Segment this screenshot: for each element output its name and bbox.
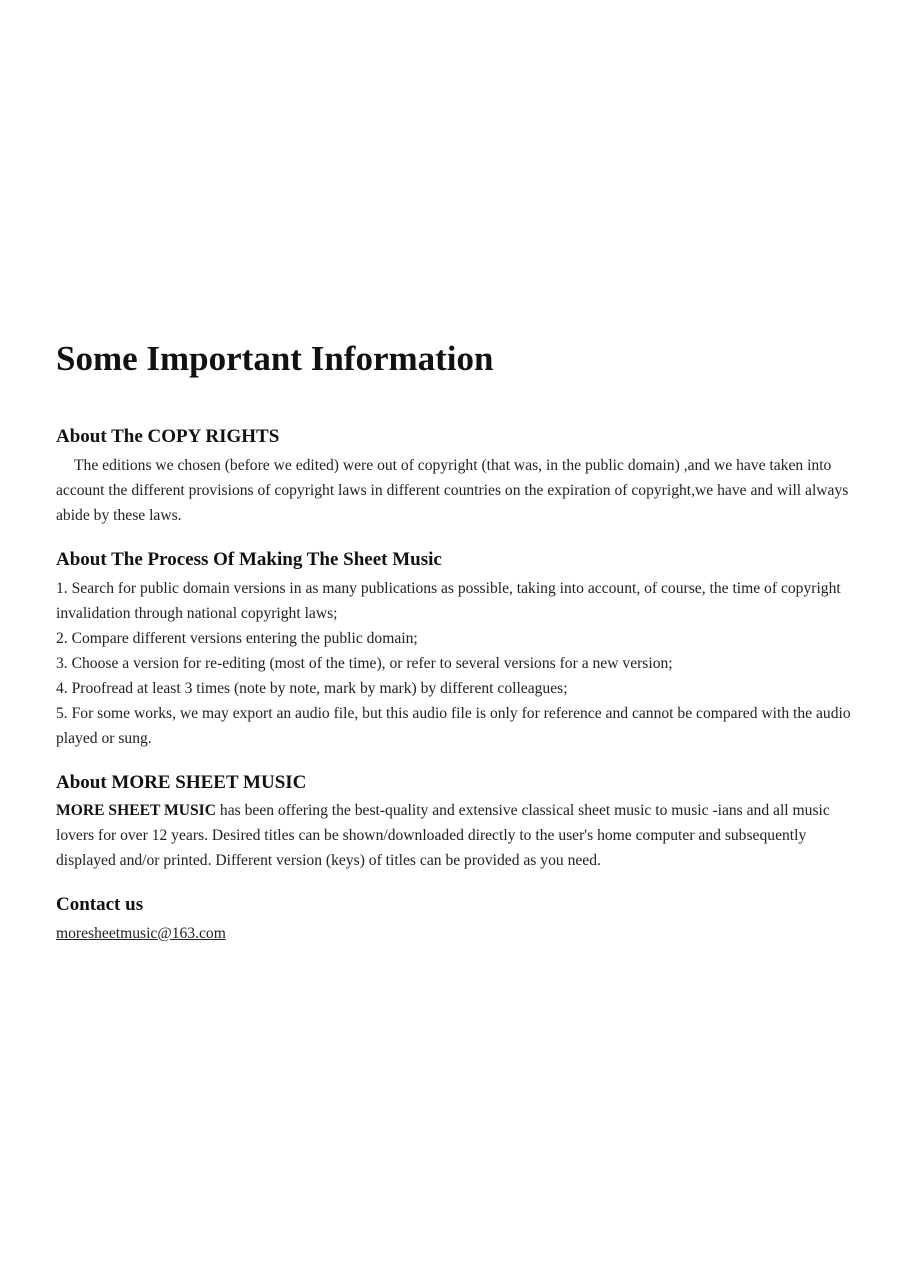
about-body-text: has been offering the best-quality and extensive classical sheet music to music -ians and all music lovers for over 12 years. Desired titles can be shown/downloaded directly to the user's home computer and subsequently displayed and/or printed. Different version (keys) of titles can be provided as you need. — [56, 802, 830, 870]
about-brand: MORE SHEET MUSIC — [56, 802, 217, 820]
about-heading: About MORE SHEET MUSIC — [56, 771, 307, 793]
process-step-2: 2. Compare different versions entering the public domain; — [56, 629, 418, 647]
about-body — [56, 798, 856, 873]
copyright-section — [56, 425, 856, 528]
copyright-body: The editions we chosen (before we edited) were out of copyright (that was, in the public domain) ,and we have taken into account the different provisions of copyright laws in different countries on the expiration of copyright,we have and will always abide by these laws. — [56, 456, 849, 524]
process-section — [56, 548, 856, 751]
process-step-5: 5. For some works, we may export an audio file, but this audio file is only for reference and cannot be compared with the audio played or sung. — [56, 704, 851, 747]
process-step-1: 1. Search for public domain versions in as many publications as possible, taking into account, of course, the time of copyright invalidation through national copyright laws; — [56, 579, 841, 622]
document-page — [56, 338, 856, 966]
contact-heading: Contact us — [56, 894, 144, 916]
page-title: Some Important Information — [56, 339, 494, 378]
process-step-4: 4. Proofread at least 3 times (note by note, mark by mark) by different colleagues; — [56, 679, 568, 697]
process-step-3: 3. Choose a version for re-editing (most of the time), or refer to several versions for a new version; — [56, 654, 673, 672]
copyright-heading: About The COPY RIGHTS — [56, 426, 280, 447]
about-section — [56, 771, 856, 874]
process-heading: About The Process Of Making The Sheet Music — [56, 548, 442, 570]
contact-section — [56, 893, 856, 946]
contact-email-link[interactable]: moresheetmusic@163.com — [56, 925, 226, 942]
